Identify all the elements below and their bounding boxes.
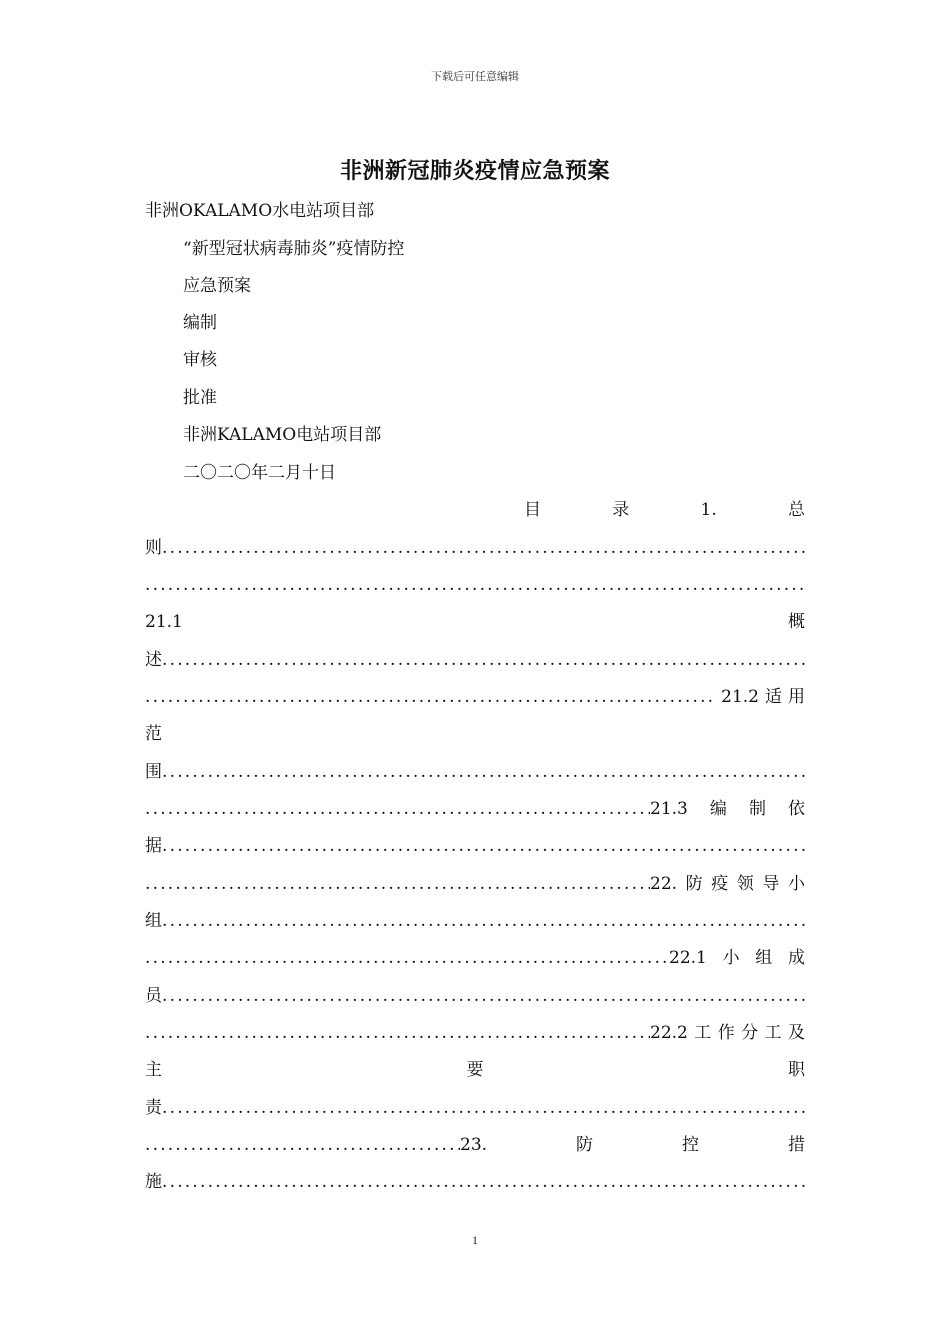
toc-entry-char: 施 — [145, 1172, 162, 1192]
toc-entry-line — [145, 754, 805, 791]
toc-entry-line — [145, 940, 805, 977]
subject-line: “新型冠状病毒肺炎”疫情防控 — [183, 239, 405, 259]
toc-entry-char: 适 — [765, 687, 782, 707]
dot-leader — [162, 903, 805, 940]
toc-entry-number: 21.1 — [145, 612, 183, 632]
toc-entry-line — [145, 791, 805, 828]
toc-entry-char: 主 — [145, 1060, 162, 1080]
toc-entry-number: 22. — [650, 874, 678, 894]
toc-entry-tail — [650, 791, 805, 828]
toc-entry-line — [145, 1164, 805, 1201]
toc-entry-char: 防 — [576, 1135, 594, 1155]
toc-entry-char: 则 — [145, 538, 162, 558]
toc-entry-number: 22.1 — [669, 948, 707, 968]
toc-entry-tail — [650, 866, 805, 903]
toc-entry-line: 范 — [145, 724, 162, 744]
date-line: 二〇二〇年二月十日 — [183, 463, 336, 483]
toc-heading-row — [524, 492, 805, 529]
toc-entry-line — [145, 866, 805, 903]
toc-heading-char: 目 — [524, 500, 541, 520]
toc-entry-char: 作 — [717, 1023, 735, 1043]
dot-leader — [162, 642, 805, 679]
toc-entry-line — [145, 679, 805, 716]
toc-entry-number: 22.2 — [650, 1023, 688, 1043]
document-title: 非洲新冠肺炎疫情应急预案 — [339, 159, 610, 184]
toc-entry-char: 责 — [145, 1098, 162, 1118]
dot-leader — [145, 567, 805, 604]
toc-entry-number: 21.3 — [650, 799, 688, 819]
toc-entry-line — [145, 1090, 805, 1127]
toc-entry-char: 围 — [145, 762, 162, 782]
dot-leader — [145, 791, 650, 828]
dot-leader — [162, 1164, 805, 1201]
toc-entry-char: 员 — [145, 986, 162, 1006]
toc-entry-char: 小 — [787, 874, 805, 894]
toc-entry-line — [145, 604, 805, 641]
toc-entry-char: 小 — [722, 948, 740, 968]
toc-entry-number: 21.2 — [721, 687, 759, 707]
toc-entry-char: 制 — [748, 799, 766, 819]
toc-heading-char: 1. — [700, 500, 717, 520]
toc-entry-char: 概 — [788, 612, 805, 632]
toc-entry-char: 及 — [787, 1023, 805, 1043]
toc-entry-char: 工 — [764, 1023, 782, 1043]
toc-entry-tail — [460, 1127, 805, 1164]
toc-entry-tail — [669, 940, 805, 977]
toc-entry-line — [145, 1015, 805, 1052]
toc-entry-tail — [650, 1015, 805, 1052]
toc-entry-char: 组 — [145, 911, 162, 931]
toc-entry-char: 据 — [145, 836, 162, 856]
org2-line: 非洲KALAMO电站项目部 — [183, 425, 382, 445]
toc-entry-char: 疫 — [711, 874, 729, 894]
toc-entry-char: 控 — [682, 1135, 700, 1155]
dot-leader — [162, 1090, 805, 1127]
toc-entry-char: 编 — [709, 799, 727, 819]
dot-leader — [162, 754, 805, 791]
approve-line: 批准 — [183, 388, 217, 408]
toc-entry-line — [145, 1052, 805, 1089]
toc-entry-line — [145, 828, 805, 865]
dot-leader — [145, 940, 669, 977]
toc-entry-char: 工 — [694, 1023, 712, 1043]
toc-entry-char: 要 — [466, 1060, 484, 1080]
toc-entry-tail — [715, 679, 805, 716]
toc-entry-line — [145, 903, 805, 940]
toc-entry-line — [145, 978, 805, 1015]
toc-entry-char: 分 — [741, 1023, 759, 1043]
toc-entry-line — [145, 530, 805, 567]
toc-entry-char: 用 — [788, 687, 805, 707]
toc-entry-char: 防 — [685, 874, 703, 894]
dot-leader — [162, 530, 805, 567]
dot-leader — [145, 679, 715, 716]
toc-entry-char: 成 — [787, 948, 805, 968]
toc-entry-line — [145, 642, 805, 679]
toc-entry-char: 领 — [736, 874, 754, 894]
dot-leader — [145, 866, 650, 903]
toc-entry-char: 组 — [755, 948, 773, 968]
toc-entry-line — [145, 1127, 805, 1164]
plan-line: 应急预案 — [183, 276, 251, 296]
dot-leader — [162, 828, 805, 865]
org-line: 非洲OKALAMO水电站项目部 — [145, 201, 375, 221]
toc-entry-char: 导 — [762, 874, 780, 894]
toc-entry-char: 职 — [788, 1060, 805, 1080]
page-number: 1 — [472, 1233, 478, 1247]
dot-leader — [145, 1015, 650, 1052]
toc-entry-char: 述 — [145, 650, 162, 670]
dot-leader — [145, 1127, 460, 1164]
toc-heading-char: 总 — [787, 500, 805, 520]
toc-entry-number: 23. — [460, 1135, 488, 1155]
toc-heading-char: 录 — [612, 500, 630, 520]
header-note: 下载后可任意编辑 — [431, 70, 519, 83]
review-line: 审核 — [183, 350, 217, 370]
toc-entry-char: 措 — [788, 1135, 805, 1155]
toc-entry-char: 依 — [788, 799, 805, 819]
dot-leader — [162, 978, 805, 1015]
compile-line: 编制 — [183, 313, 217, 333]
